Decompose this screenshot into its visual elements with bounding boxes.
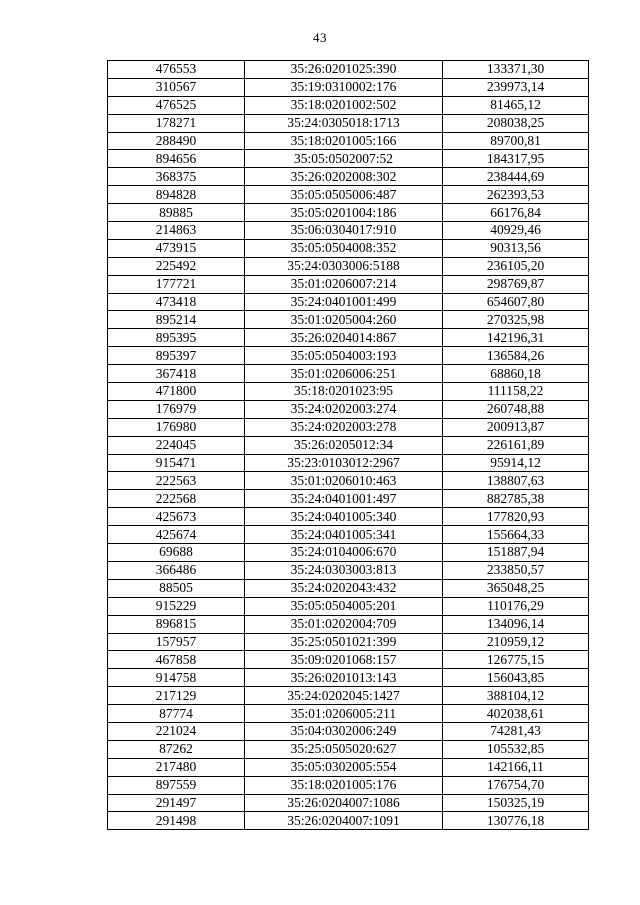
value-cell: 156043,85 bbox=[443, 669, 589, 687]
record-number-cell: 368375 bbox=[108, 168, 245, 186]
cadastral-number-cell: 35:01:0202004:709 bbox=[245, 615, 443, 633]
table-row bbox=[108, 61, 589, 79]
record-number-cell: 897559 bbox=[108, 776, 245, 794]
table-row bbox=[108, 740, 589, 758]
value-cell: 66176,84 bbox=[443, 204, 589, 222]
table-row bbox=[108, 526, 589, 544]
value-cell: 89700,81 bbox=[443, 132, 589, 150]
cadastral-number-cell: 35:26:0204014:867 bbox=[245, 329, 443, 347]
table-row bbox=[108, 579, 589, 597]
table-row bbox=[108, 436, 589, 454]
cadastral-number-cell: 35:18:0201002:502 bbox=[245, 96, 443, 114]
record-number-cell: 471800 bbox=[108, 383, 245, 401]
record-number-cell: 222563 bbox=[108, 472, 245, 490]
record-number-cell: 88505 bbox=[108, 579, 245, 597]
cadastral-number-cell: 35:01:0205004:260 bbox=[245, 311, 443, 329]
record-number-cell: 914758 bbox=[108, 669, 245, 687]
value-cell: 177820,93 bbox=[443, 508, 589, 526]
cadastral-number-cell: 35:24:0202003:274 bbox=[245, 400, 443, 418]
value-cell: 236105,20 bbox=[443, 257, 589, 275]
record-number-cell: 222568 bbox=[108, 490, 245, 508]
cadastral-number-cell: 35:24:0202003:278 bbox=[245, 418, 443, 436]
value-cell: 68860,18 bbox=[443, 365, 589, 383]
table-row bbox=[108, 633, 589, 651]
record-number-cell: 894656 bbox=[108, 150, 245, 168]
value-cell: 270325,98 bbox=[443, 311, 589, 329]
value-cell: 298769,87 bbox=[443, 275, 589, 293]
table-row bbox=[108, 239, 589, 257]
record-number-cell: 367418 bbox=[108, 365, 245, 383]
table-row bbox=[108, 454, 589, 472]
cadastral-number-cell: 35:01:0206007:214 bbox=[245, 275, 443, 293]
cadastral-number-cell: 35:05:0504003:193 bbox=[245, 347, 443, 365]
record-number-cell: 366486 bbox=[108, 561, 245, 579]
table-row bbox=[108, 96, 589, 114]
cadastral-number-cell: 35:24:0202045:1427 bbox=[245, 687, 443, 705]
record-number-cell: 217129 bbox=[108, 687, 245, 705]
table-row bbox=[108, 597, 589, 615]
record-number-cell: 291498 bbox=[108, 812, 245, 830]
value-cell: 150325,19 bbox=[443, 794, 589, 812]
value-cell: 239973,14 bbox=[443, 78, 589, 96]
record-number-cell: 221024 bbox=[108, 722, 245, 740]
table-row bbox=[108, 222, 589, 240]
cadastral-number-cell: 35:26:0201025:390 bbox=[245, 61, 443, 79]
value-cell: 226161,89 bbox=[443, 436, 589, 454]
table-row bbox=[108, 561, 589, 579]
table-row bbox=[108, 472, 589, 490]
value-cell: 402038,61 bbox=[443, 705, 589, 723]
value-cell: 238444,69 bbox=[443, 168, 589, 186]
record-number-cell: 473915 bbox=[108, 239, 245, 257]
table-row bbox=[108, 812, 589, 830]
table-row bbox=[108, 776, 589, 794]
record-number-cell: 157957 bbox=[108, 633, 245, 651]
record-number-cell: 89885 bbox=[108, 204, 245, 222]
table-row bbox=[108, 347, 589, 365]
cadastral-number-cell: 35:05:0502007:52 bbox=[245, 150, 443, 168]
value-cell: 105532,85 bbox=[443, 740, 589, 758]
cadastral-number-cell: 35:18:0201005:176 bbox=[245, 776, 443, 794]
record-number-cell: 69688 bbox=[108, 544, 245, 562]
record-number-cell: 87774 bbox=[108, 705, 245, 723]
table-row bbox=[108, 293, 589, 311]
value-cell: 138807,63 bbox=[443, 472, 589, 490]
cadastral-number-cell: 35:01:0206005:211 bbox=[245, 705, 443, 723]
cadastral-number-cell: 35:25:0501021:399 bbox=[245, 633, 443, 651]
table-row bbox=[108, 168, 589, 186]
record-number-cell: 310567 bbox=[108, 78, 245, 96]
value-cell: 200913,87 bbox=[443, 418, 589, 436]
value-cell: 882785,38 bbox=[443, 490, 589, 508]
cadastral-number-cell: 35:24:0305018:1713 bbox=[245, 114, 443, 132]
table-row bbox=[108, 132, 589, 150]
value-cell: 74281,43 bbox=[443, 722, 589, 740]
record-number-cell: 895214 bbox=[108, 311, 245, 329]
table-row bbox=[108, 651, 589, 669]
cadastral-number-cell: 35:05:0201004:186 bbox=[245, 204, 443, 222]
table-row bbox=[108, 794, 589, 812]
table-row bbox=[108, 490, 589, 508]
cadastral-number-cell: 35:05:0302005:554 bbox=[245, 758, 443, 776]
record-number-cell: 473418 bbox=[108, 293, 245, 311]
value-cell: 81465,12 bbox=[443, 96, 589, 114]
table-row bbox=[108, 365, 589, 383]
cadastral-number-cell: 35:18:0201005:166 bbox=[245, 132, 443, 150]
table-row bbox=[108, 186, 589, 204]
cadastral-number-cell: 35:24:0401001:499 bbox=[245, 293, 443, 311]
value-cell: 133371,30 bbox=[443, 61, 589, 79]
cadastral-number-cell: 35:25:0505020:627 bbox=[245, 740, 443, 758]
cadastral-number-cell: 35:24:0303006:5188 bbox=[245, 257, 443, 275]
cadastral-number-cell: 35:01:0206006:251 bbox=[245, 365, 443, 383]
cadastral-number-cell: 35:05:0504008:352 bbox=[245, 239, 443, 257]
record-number-cell: 895395 bbox=[108, 329, 245, 347]
cadastral-number-cell: 35:24:0401005:340 bbox=[245, 508, 443, 526]
value-cell: 233850,57 bbox=[443, 561, 589, 579]
table-row bbox=[108, 705, 589, 723]
value-cell: 155664,33 bbox=[443, 526, 589, 544]
record-number-cell: 476525 bbox=[108, 96, 245, 114]
record-number-cell: 467858 bbox=[108, 651, 245, 669]
value-cell: 130776,18 bbox=[443, 812, 589, 830]
table-row bbox=[108, 275, 589, 293]
value-cell: 142196,31 bbox=[443, 329, 589, 347]
record-number-cell: 178271 bbox=[108, 114, 245, 132]
cadastral-number-cell: 35:24:0401001:497 bbox=[245, 490, 443, 508]
table-body bbox=[108, 61, 589, 830]
table-row bbox=[108, 257, 589, 275]
table-row bbox=[108, 418, 589, 436]
record-number-cell: 176979 bbox=[108, 400, 245, 418]
cadastral-number-cell: 35:06:0304017:910 bbox=[245, 222, 443, 240]
cadastral-number-cell: 35:18:0201023:95 bbox=[245, 383, 443, 401]
cadastral-number-cell: 35:01:0206010:463 bbox=[245, 472, 443, 490]
value-cell: 210959,12 bbox=[443, 633, 589, 651]
cadastral-number-cell: 35:05:0504005:201 bbox=[245, 597, 443, 615]
value-cell: 90313,56 bbox=[443, 239, 589, 257]
cadastral-number-cell: 35:24:0303003:813 bbox=[245, 561, 443, 579]
table-row bbox=[108, 114, 589, 132]
cadastral-number-cell: 35:04:0302006:249 bbox=[245, 722, 443, 740]
record-number-cell: 895397 bbox=[108, 347, 245, 365]
value-cell: 111158,22 bbox=[443, 383, 589, 401]
record-number-cell: 225492 bbox=[108, 257, 245, 275]
record-number-cell: 915471 bbox=[108, 454, 245, 472]
record-number-cell: 425673 bbox=[108, 508, 245, 526]
value-cell: 110176,29 bbox=[443, 597, 589, 615]
record-number-cell: 217480 bbox=[108, 758, 245, 776]
value-cell: 126775,15 bbox=[443, 651, 589, 669]
table-row bbox=[108, 508, 589, 526]
table-row bbox=[108, 722, 589, 740]
record-number-cell: 425674 bbox=[108, 526, 245, 544]
cadastral-number-cell: 35:26:0201013:143 bbox=[245, 669, 443, 687]
value-cell: 176754,70 bbox=[443, 776, 589, 794]
record-number-cell: 214863 bbox=[108, 222, 245, 240]
record-number-cell: 476553 bbox=[108, 61, 245, 79]
record-number-cell: 87262 bbox=[108, 740, 245, 758]
table-row bbox=[108, 400, 589, 418]
table-row bbox=[108, 758, 589, 776]
value-cell: 388104,12 bbox=[443, 687, 589, 705]
table-row bbox=[108, 687, 589, 705]
cadastral-number-cell: 35:09:0201068:157 bbox=[245, 651, 443, 669]
table-row bbox=[108, 544, 589, 562]
value-cell: 151887,94 bbox=[443, 544, 589, 562]
record-number-cell: 224045 bbox=[108, 436, 245, 454]
record-number-cell: 177721 bbox=[108, 275, 245, 293]
cadastral-number-cell: 35:26:0204007:1091 bbox=[245, 812, 443, 830]
page-number: 43 bbox=[313, 30, 327, 45]
value-cell: 654607,80 bbox=[443, 293, 589, 311]
table-row bbox=[108, 204, 589, 222]
value-cell: 365048,25 bbox=[443, 579, 589, 597]
cadastral-number-cell: 35:26:0205012:34 bbox=[245, 436, 443, 454]
record-number-cell: 288490 bbox=[108, 132, 245, 150]
value-cell: 40929,46 bbox=[443, 222, 589, 240]
cadastral-number-cell: 35:24:0202043:432 bbox=[245, 579, 443, 597]
cadastral-number-cell: 35:24:0401005:341 bbox=[245, 526, 443, 544]
value-cell: 260748,88 bbox=[443, 400, 589, 418]
table-row bbox=[108, 78, 589, 96]
value-cell: 208038,25 bbox=[443, 114, 589, 132]
table-row bbox=[108, 311, 589, 329]
record-number-cell: 915229 bbox=[108, 597, 245, 615]
value-cell: 142166,11 bbox=[443, 758, 589, 776]
cadastral-number-cell: 35:26:0204007:1086 bbox=[245, 794, 443, 812]
table-row bbox=[108, 615, 589, 633]
cadastral-number-cell: 35:23:0103012:2967 bbox=[245, 454, 443, 472]
data-table bbox=[107, 60, 589, 830]
value-cell: 134096,14 bbox=[443, 615, 589, 633]
value-cell: 136584,26 bbox=[443, 347, 589, 365]
table-row bbox=[108, 150, 589, 168]
value-cell: 95914,12 bbox=[443, 454, 589, 472]
record-number-cell: 894828 bbox=[108, 186, 245, 204]
table-row bbox=[108, 383, 589, 401]
value-cell: 184317,95 bbox=[443, 150, 589, 168]
cadastral-number-cell: 35:24:0104006:670 bbox=[245, 544, 443, 562]
cadastral-number-cell: 35:19:0310002:176 bbox=[245, 78, 443, 96]
record-number-cell: 291497 bbox=[108, 794, 245, 812]
table-row bbox=[108, 329, 589, 347]
table-row bbox=[108, 669, 589, 687]
record-number-cell: 176980 bbox=[108, 418, 245, 436]
record-number-cell: 896815 bbox=[108, 615, 245, 633]
cadastral-number-cell: 35:05:0505006:487 bbox=[245, 186, 443, 204]
cadastral-number-cell: 35:26:0202008:302 bbox=[245, 168, 443, 186]
value-cell: 262393,53 bbox=[443, 186, 589, 204]
